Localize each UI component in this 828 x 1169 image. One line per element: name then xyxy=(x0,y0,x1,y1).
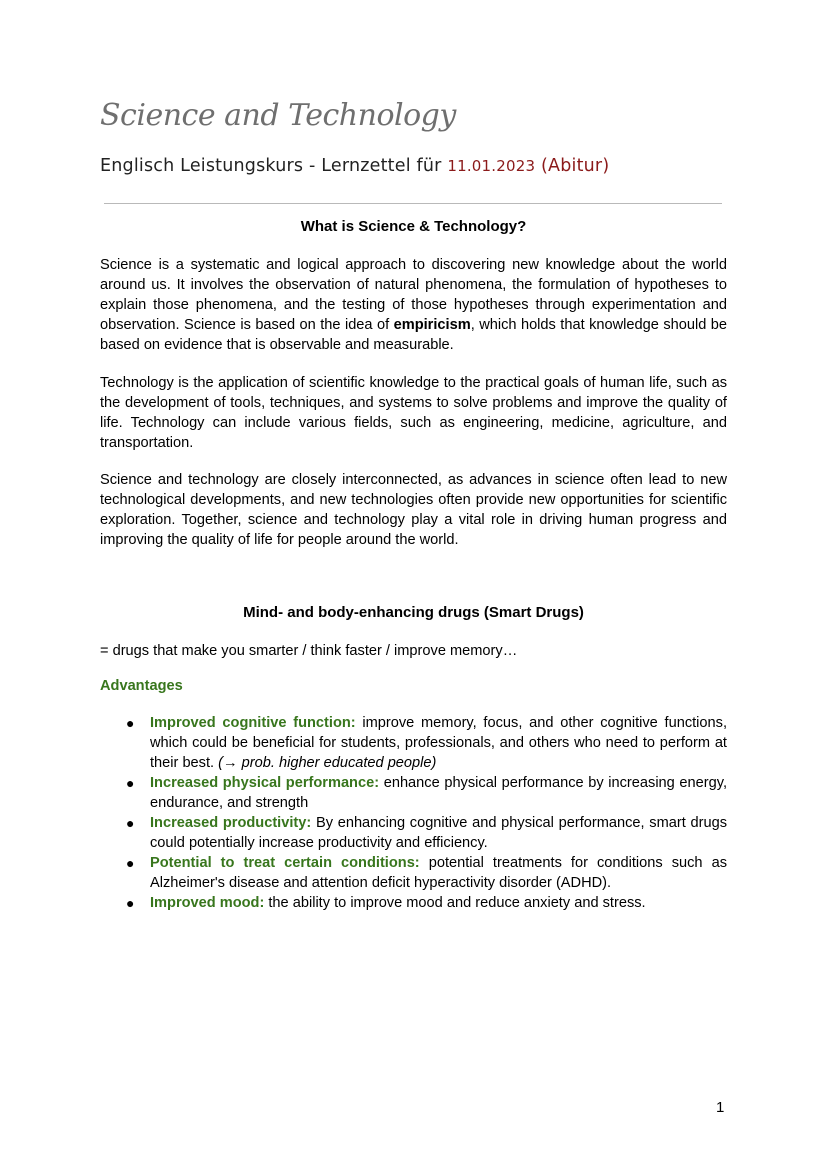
list-item xyxy=(126,713,728,773)
horizontal-divider xyxy=(104,203,722,204)
advantage-note: (→ prob. higher educated people) xyxy=(218,755,437,771)
document-title: Science and Technology xyxy=(100,98,456,133)
list-item xyxy=(126,773,728,813)
subtitle-abitur: (Abitur) xyxy=(535,156,610,176)
paragraph-interconnection: Science and technology are closely interconnected, as advances in science often lead to new technological developments, and new technologies often provide new opportunities for scientific exploration. Together, science and technology play a vital role in driving human progress and improving the quality of life for people around the world. xyxy=(100,472,727,548)
smart-drugs-definition: = drugs that make you smarter / think faster / improve memory… xyxy=(100,643,518,659)
page-number: 1 xyxy=(716,1099,725,1116)
document-subtitle xyxy=(100,156,609,176)
advantage-text: enhance physical performance by increasing energy, endurance, and strength xyxy=(150,775,728,811)
paragraph-science-text-end: , which holds that knowledge should be based on evidence that is observable and measurable. xyxy=(100,317,728,353)
subtitle-date: 11.01.2023 xyxy=(447,157,536,175)
advantage-term: Increased productivity: xyxy=(150,815,312,831)
advantage-text: the ability to improve mood and reduce anxiety and stress. xyxy=(264,895,646,911)
advantage-text: By enhancing cognitive and physical performance, smart drugs could potentially increase productivity and efficiency. xyxy=(150,815,728,851)
list-item xyxy=(126,853,727,893)
paragraph-science xyxy=(100,255,727,355)
list-item xyxy=(126,893,727,913)
advantage-text: improve memory, focus, and other cognitive functions, which could be beneficial for students, professionals, and others who need to perform at their best. xyxy=(150,715,728,771)
advantages-heading: Advantages xyxy=(100,678,183,694)
advantage-term: Increased physical performance: xyxy=(150,775,380,791)
subtitle-course: Englisch Leistungskurs - Lernzettel für xyxy=(100,156,448,176)
paragraph-science-text: Science is a systematic and logical approach to discovering new knowledge about the world around us. It involves the observation of natural phenomena, the formulation of hypotheses to explain those phenomena, and the testing of those hypotheses through experimentation and observation. Science is based on the idea of xyxy=(100,257,727,333)
advantage-term: Improved mood: xyxy=(150,895,265,911)
bullet-icon: ● xyxy=(126,815,135,831)
bullet-icon: ● xyxy=(126,715,135,731)
advantage-term: Improved cognitive function: xyxy=(150,715,356,731)
advantage-text: potential treatments for conditions such as Alzheimer's disease and attention deficit hyperactivity disorder (ADHD). xyxy=(150,855,727,891)
bullet-icon: ● xyxy=(126,895,135,911)
bullet-icon: ● xyxy=(126,775,135,791)
section-heading-science-technology: What is Science & Technology? xyxy=(300,218,527,235)
section-heading-smart-drugs: Mind- and body-enhancing drugs (Smart Drugs) xyxy=(243,604,584,621)
advantage-term: Potential to treat certain conditions: xyxy=(150,855,420,871)
list-item xyxy=(126,813,728,853)
bullet-icon: ● xyxy=(126,855,135,871)
keyword-empiricism: empiricism xyxy=(393,317,471,333)
paragraph-technology: Technology is the application of scientific knowledge to the practical goals of human life, such as the development of tools, techniques, and systems to solve problems and improve the quality of life. Technology can include various fields, such as engineering, medicine, agriculture, and transportation. xyxy=(100,375,727,451)
advantages-list xyxy=(126,713,728,913)
